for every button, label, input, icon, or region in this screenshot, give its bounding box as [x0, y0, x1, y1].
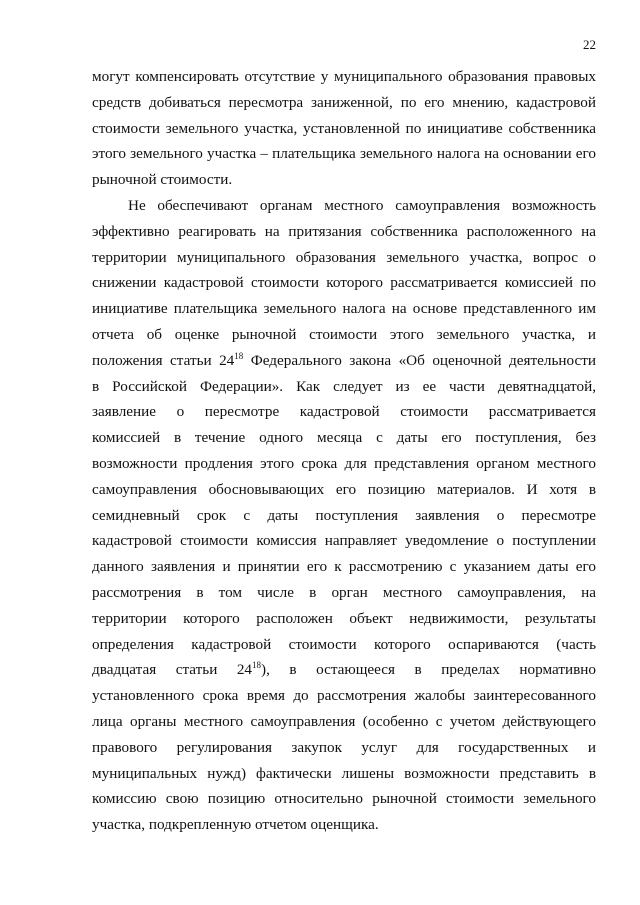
text-line: Не обеспечивают органам местного самоуправления возможность — [128, 196, 596, 214]
text-line: территории муниципального образования земельного участка, вопрос о — [92, 248, 596, 266]
text-line: рыночной стоимости. — [92, 171, 233, 189]
text-line: в Российской Федерации». Как следует из ее части девятнадцатой, — [92, 377, 596, 395]
text-line: комиссию свою позицию относительно рыночной стоимости земельного — [92, 790, 596, 808]
text-line: семидневный срок с даты поступления заявления о пересмотре — [92, 506, 596, 524]
paragraph-1 — [92, 64, 596, 193]
text-line: участка, подкрепленную отчетом оценщика. — [92, 816, 379, 834]
text-line: рассмотрения в том числе в орган местного самоуправления, на — [92, 583, 596, 601]
text-line: правового регулирования закупок услуг для государственных и — [92, 738, 596, 756]
page-number: 22 — [583, 37, 596, 52]
text-segment: положения статьи 24 — [92, 351, 235, 369]
text-line: самоуправления обосновывающих его позицию материалов. И хотя в — [92, 480, 596, 498]
text-line: отчета об оценке рыночной стоимости этого земельного участка, и — [92, 325, 596, 343]
text-line-with-superscript — [92, 348, 596, 374]
text-line: снижении кадастровой стоимости которого рассматривается комиссией по — [92, 274, 596, 292]
text-segment: ), в остающееся в пределах нормативно — [261, 661, 596, 679]
text-line: муниципальных нужд) фактически лишены возможности представить в — [92, 764, 596, 782]
text-line: кадастровой стоимости комиссия направляет уведомление о поступлении — [92, 532, 596, 550]
text-line: возможности продления этого срока для представления органом местного — [92, 454, 596, 472]
text-line: данного заявления и принятии его к рассмотрению с указанием даты его — [92, 558, 596, 576]
text-line: комиссией в течение одного месяца с даты его поступления, без — [92, 429, 596, 447]
text-line: установленного срока время до рассмотрения жалобы заинтересованного — [92, 687, 596, 705]
text-line: инициативе плательщика земельного налога на основе представленного им — [92, 300, 596, 318]
text-line: территории которого расположен объект недвижимости, результаты — [92, 609, 596, 627]
paragraph-2 — [92, 193, 596, 838]
text-line: эффективно реагировать на притязания собственника расположенного на — [92, 222, 596, 240]
text-line: могут компенсировать отсутствие у муниципального образования правовых — [92, 68, 596, 85]
text-line: этого земельного участка – плательщика земельного налога на основании его — [92, 145, 596, 163]
text-segment: Федерального закона «Об оценочной деятельности — [243, 351, 596, 369]
text-line: лица органы местного самоуправления (особенно с учетом действующего — [92, 712, 596, 730]
text-line: определения кадастровой стоимости которого оспариваются (часть — [92, 635, 596, 653]
superscript: 18 — [234, 350, 244, 361]
text-line: стоимости земельного участка, установленной по инициативе собственника — [92, 119, 596, 137]
text-line-with-superscript — [92, 657, 596, 683]
superscript: 18 — [252, 660, 262, 671]
text-line: заявление о пересмотре кадастровой стоимости рассматривается — [92, 403, 596, 421]
text-line: средств добиваться пересмотра заниженной, по его мнению, кадастровой — [92, 93, 596, 111]
text-segment: двадцатая статьи 24 — [92, 661, 253, 679]
document-body — [92, 64, 596, 838]
